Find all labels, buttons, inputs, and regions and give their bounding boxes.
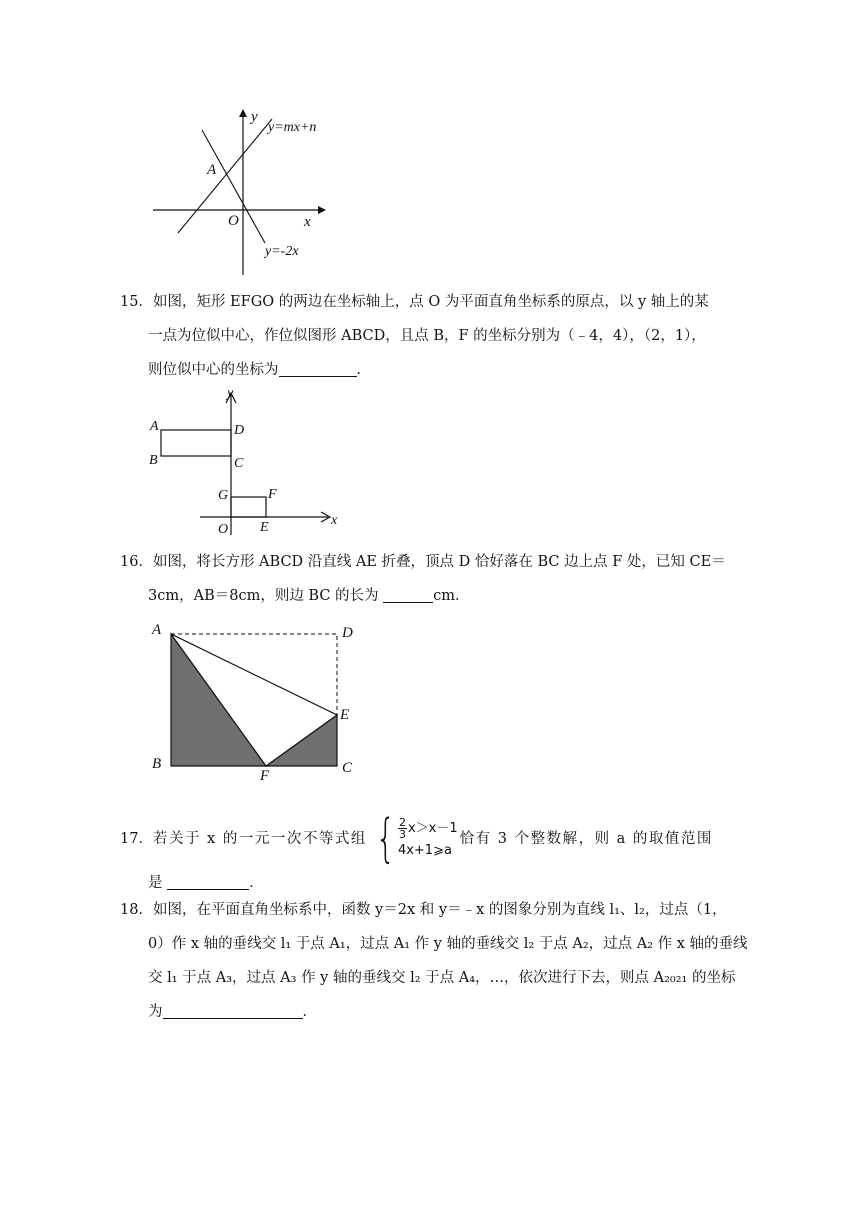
label-e: E: [340, 707, 350, 723]
label-e: E: [260, 520, 269, 535]
question-text: 恰有 3 个整数解，则 a 的取值范围: [459, 831, 713, 847]
label-y: y: [227, 386, 234, 401]
question-text: ．: [356, 362, 371, 378]
label-x: x: [331, 513, 338, 528]
answer-blank[interactable]: [163, 1000, 303, 1019]
line1-label: y=mx+n: [268, 120, 317, 135]
figure-q16-folded-rectangle: [145, 620, 370, 780]
question-text: 是: [148, 875, 168, 891]
label-f: F: [260, 768, 270, 780]
inequality-system: [369, 809, 458, 869]
label-a: A: [150, 419, 159, 434]
question-17: [120, 809, 732, 900]
label-o: O: [218, 522, 229, 537]
question-text: ．: [249, 875, 264, 891]
answer-blank[interactable]: [167, 871, 249, 890]
question-16: [120, 545, 732, 613]
question-text: 为: [148, 1004, 163, 1020]
question-text: 0）作 x 轴的垂线交 l₁ 于点 A₁，过点 A₁ 作 y 轴的垂线交 l₂ 于点 A₂，过点 A₂ 作 x 轴的垂线: [148, 936, 748, 952]
origin-label: O: [228, 213, 239, 229]
label-d: D: [234, 423, 245, 438]
question-text: 交 l₁ 于点 A₃，过点 A₃ 作 y 轴的垂线交 l₂ 于点 A₄，…，依次进行下去，则点 A₂₀₂₁ 的坐标: [148, 970, 736, 986]
brace-icon: {: [375, 809, 396, 869]
label-b: B: [149, 453, 158, 468]
question-text: 如图，矩形 EFGO 的两边在坐标轴上，点 O 为平面直角坐标系的原点，以 y 轴上的某: [152, 294, 709, 310]
question-number: 17．: [120, 831, 153, 847]
question-text: 则位似中心的坐标为: [148, 362, 279, 378]
question-number: 15．: [120, 294, 153, 310]
label-f: F: [268, 487, 277, 502]
point-a-label: A: [207, 162, 217, 178]
figure-q14-graph: [150, 105, 370, 280]
line-y-mx-n: [178, 119, 272, 233]
inequality-1: $\frac{2}{3}$ x＞x－1: [398, 815, 458, 841]
question-number: 18．: [120, 902, 153, 918]
question-number: 16．: [120, 554, 153, 570]
label-c: C: [342, 760, 353, 776]
question-text: cm．: [433, 588, 470, 604]
label-g: G: [218, 488, 229, 503]
rectangle-efgo: [231, 497, 266, 517]
question-text: ．: [302, 1004, 317, 1020]
answer-blank[interactable]: [279, 358, 357, 377]
figure-q15-rectangles: [145, 385, 345, 540]
y-axis-label: y: [251, 109, 258, 125]
inequality-2: 4x+1⩾a: [397, 842, 452, 858]
question-text: 若关于 x 的一元一次不等式组: [152, 831, 367, 847]
question-text: 如图，在平面直角坐标系中，函数 y＝2x 和 y＝﹣x 的图象分别为直线 l₁、l₂，过点（1，: [152, 902, 727, 918]
line2-label: y=-2x: [265, 244, 299, 259]
y-axis-arrow: [239, 109, 247, 117]
rectangle-abcd: [161, 430, 231, 456]
label-b: B: [152, 756, 162, 772]
question-text: 3cm，AB＝8cm，则边 BC 的长为: [148, 588, 384, 604]
fraction: $\frac{2}{3}$: [398, 815, 406, 841]
label-d: D: [342, 625, 353, 641]
x-axis-label: x: [304, 214, 311, 230]
question-text: 一点为位似中心，作位似图形 ABCD，且点 B，F 的坐标分别为（﹣4，4），（2，1），: [148, 328, 706, 344]
question-text: 如图，将长方形 ABCD 沿直线 AE 折叠，顶点 D 恰好落在 BC 边上点 F 处，已知 CE＝: [152, 554, 726, 570]
label-a: A: [152, 622, 162, 638]
answer-blank[interactable]: [383, 584, 433, 603]
x-axis-arrow: [318, 206, 326, 214]
question-18: [120, 893, 748, 1029]
label-c: C: [234, 456, 244, 471]
question-15: [120, 285, 732, 387]
